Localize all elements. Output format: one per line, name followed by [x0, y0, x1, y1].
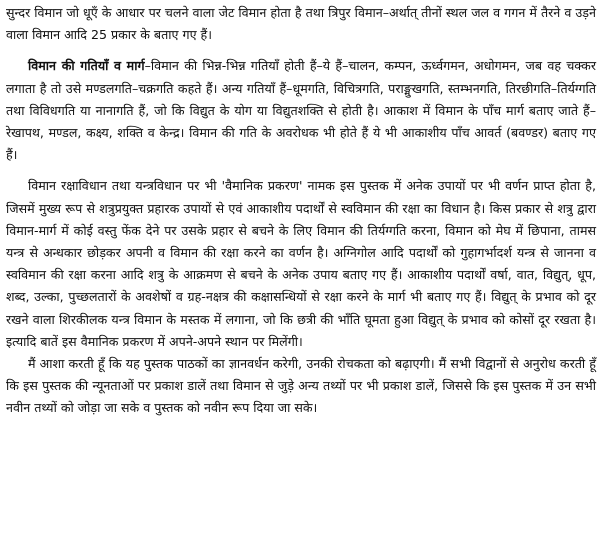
paragraph-vimana-protection	[6, 175, 596, 353]
paragraph-author-request	[6, 353, 596, 420]
paragraph-text: सुन्दर विमान जो धूएँ के आधार पर चलने वाला जेट विमान होता है तथा त्रिपुर विमान–अर्थात् तीनों स्थल जल व गगन में तैरने व उड़ने वाला विमान आदि 25 प्रकार के बताए गए हैं।	[6, 5, 596, 43]
paragraph-text: मैं आशा करती हूँ कि यह पुस्तक पाठकों का ज्ञानवर्धन करेगी, उनकी रोचकता को बढ़ाएगी। मैं सभी विद्वानों से अनुरोध करती हूँ कि इस पुस्तक की न्यूनताओं पर प्रकाश डालें तथा विमान से जुड़े अन्य तथ्यों पर भी प्रकाश डालें, जिससे कि इस पुस्तक में उन सभी नवीन तथ्यों को जोड़ा जा सके व पुस्तक को नवीन रूप दिया जा सके।	[6, 356, 596, 416]
paragraph-text: विमान रक्षाविधान तथा यन्त्रविधान पर भी 'वैमानिक प्रकरण' नामक इस पुस्तक में अनेक उपायों पर भी वर्णन प्राप्त होता है, जिसमें मुख्य रूप से शत्रुप्रयुक्त प्रहारक उपायों से एवं आकाशीय पदार्थों से स्वविमान की रक्षा का विधान है। किस प्रकार से शत्रु द्वारा विमान-मार्ग में कोई वस्तु फेंक देने पर उसके प्रहार से बचने के लिए विमान की तिर्यग्गति करना, विमान को मेघ में छिपाना, तामस यन्त्र से अन्धकार छोड़कर अपनी व विमान की रक्षा करने का वर्णन है। अग्निगोल आदि पदार्थों को गुहागर्भादर्श यन्त्र से जानना व स्वविमान की रक्षा करना आदि शत्रु के आक्रमण से बचने के अनेक उपाय बताए गए हैं। आकाशीय पदार्थों वर्षा, वात, विद्युत्, धूप, शब्द, उल्का, पुच्छलतारों के अवशेषों व ग्रह-नक्षत्र की कक्षासन्धियों से रक्षा करने के मार्ग भी बताए गए हैं। विद्युत् के प्रभाव को दूर रखने वाला शिरकीलक यन्त्र विमान के मस्तक में लगाना, जो कि छत्री की भाँति घूमता हुआ विद्युत् के प्रभाव को कोसों दूर रखता है। इत्यादि बातें इस वैमानिक प्रकरण में अपने-अपने स्थान पर मिलेंगी।	[6, 178, 596, 349]
paragraph-text: –विमान की भिन्न-भिन्न गतियाँ होती हैं–ये हैं–चालन, कम्पन, ऊर्ध्वगमन, अधोगमन, जब वह चक्कर लगाता है तो उसे मण्डलगति–चक्रगति कहते हैं। अन्य गतियाँ हैं–धूमगति, विचित्रगति, पराङ्मुखगति, स्तम्भनगति, तिरछीगति–तिर्यग्गति तथा विविधगति या नानागति हैं, जो कि विद्युत के योग या विद्युतशक्ति से होती है। आकाश में विमान के पाँच मार्ग बताए जाते हैं– रेखापथ, मण्डल, कक्ष्य, शक्ति व केन्द्र। विमान की गति के अवरोधक भी होते हैं ये भी आकाशीय पाँच आवर्त (बवण्डर) बताए गए हैं।	[6, 58, 596, 163]
paragraph-gap	[6, 46, 596, 55]
paragraph-vimana-types	[6, 2, 596, 46]
paragraph-vimana-motions	[6, 55, 596, 166]
paragraph-gap	[6, 166, 596, 175]
section-heading: विमान की गतियाँ व मार्ग	[28, 58, 145, 74]
